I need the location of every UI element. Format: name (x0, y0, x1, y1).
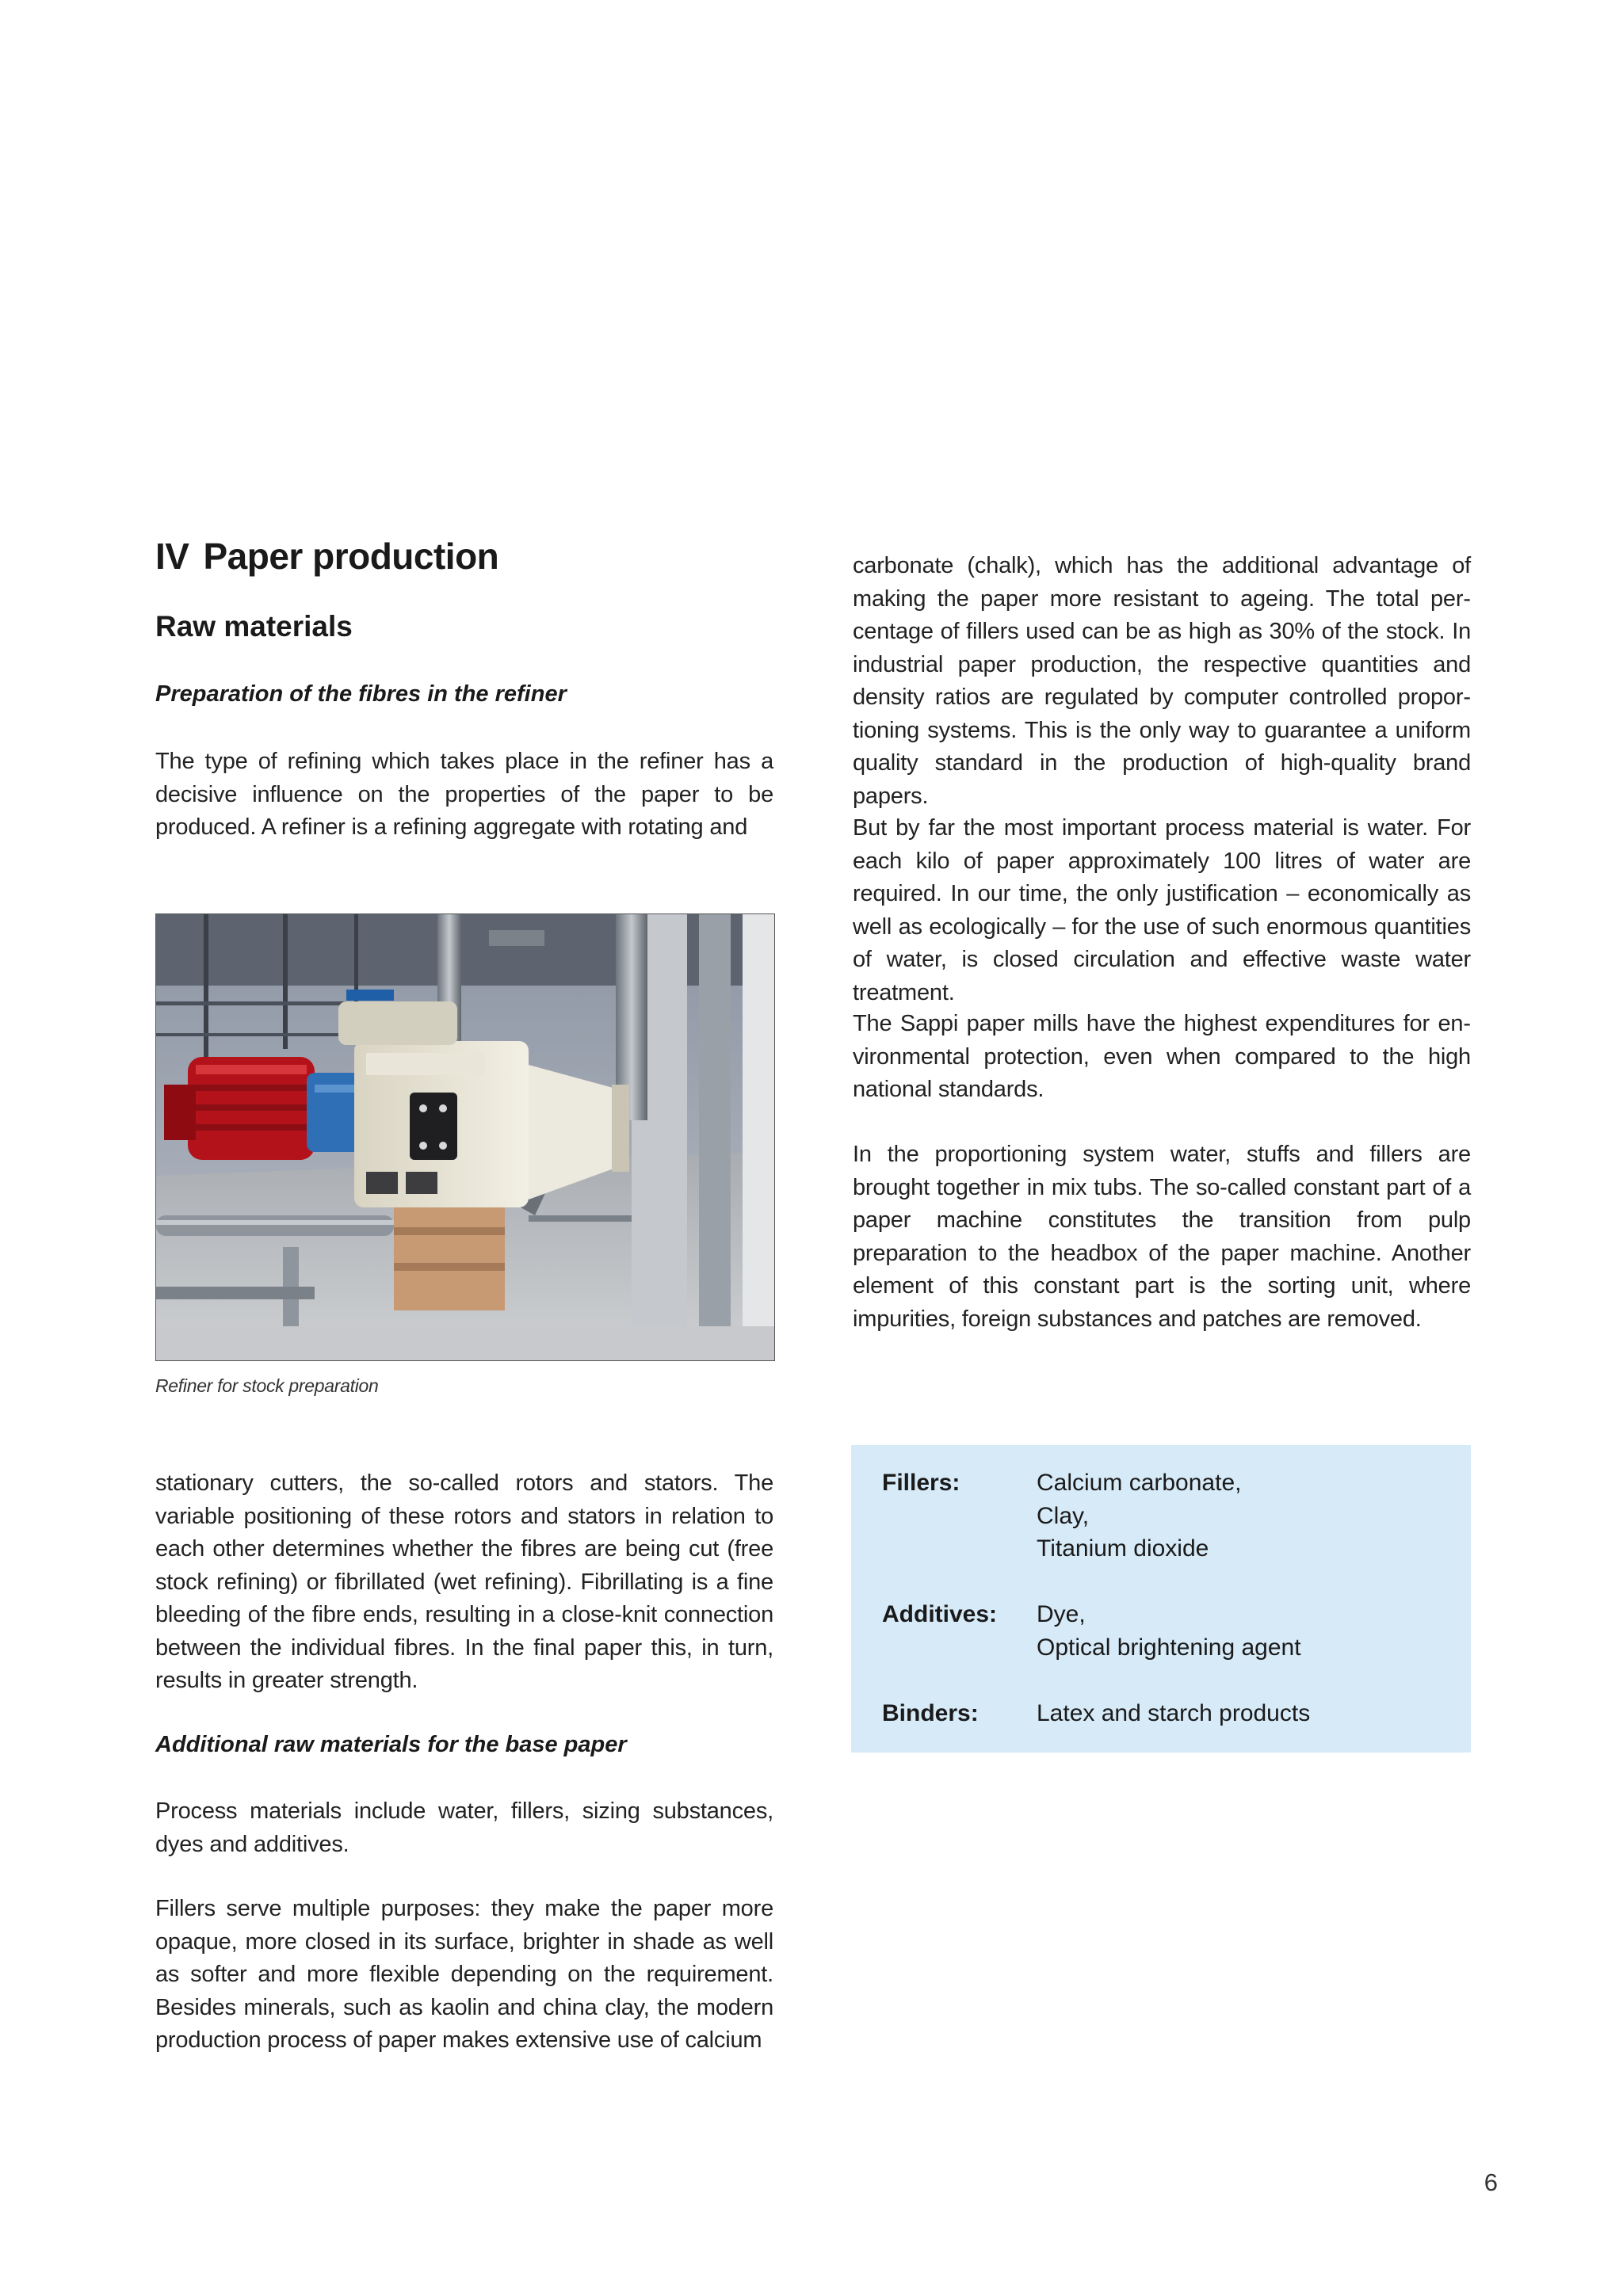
raw-materials-infobox (851, 1445, 1471, 1753)
subsection-title-refiner: Preparation of the fibres in the refiner (155, 681, 567, 707)
paragraph-proportioning-system: In the proportioning system water, stuffs and fillers are brought together in mix tubs. The so-called constant part of a paper machine constitutes the transition from pulp preparation to the headbox of the paper machine. Another element of this constant part is the sorting unit, where impurities, foreign substances and patches are removed. (853, 1142, 1471, 1332)
paragraph-refining-intro: The type of refining which takes place in the refiner has a decisive influence on the properties of the paper to be produced. A refiner is a refining aggregate with rotating and (155, 749, 773, 840)
additives-value: Optical brightening agent (1037, 1634, 1301, 1661)
additives-label: Additives: (882, 1601, 998, 1627)
fillers-value: Titanium dioxide (1037, 1535, 1209, 1562)
photo-caption: Refiner for stock preparation (155, 1375, 379, 1396)
chapter-number: IV (155, 536, 189, 577)
chapter-title: Paper production (203, 536, 499, 577)
binders-values (1037, 1697, 1449, 1730)
refiner-photo (155, 913, 775, 1361)
paragraph-fillers: Fillers serve multiple purposes: they make the paper more opaque, more closed in its surface, brighter in shade as well as softer and more flexible depending on the requirement. Besides minerals, such as kaolin and china clay, the modern production process of paper makes extensive use of calcium (155, 1896, 773, 2053)
fillers-label: Fillers: (882, 1470, 960, 1496)
binders-value: Latex and starch products (1037, 1700, 1311, 1726)
subsection-title-additional-materials: Additional raw materials for the base paper (155, 1732, 627, 1757)
page-number: 6 (1484, 2168, 1498, 2196)
additives-values (1037, 1598, 1449, 1664)
page-title (155, 535, 773, 578)
fillers-value: Clay, (1037, 1502, 1090, 1529)
paragraph-sappi-mills: The Sappi paper mills have the highest expenditures for environmental protection, even when compared to the high national standards. (853, 1011, 1471, 1102)
fillers-value: Calcium carbonate, (1037, 1470, 1242, 1496)
fillers-values (1037, 1466, 1449, 1566)
paragraph-process-materials: Process materials include water, fillers, sizing substances, dyes and additives. (155, 1798, 773, 1857)
binders-label: Binders: (882, 1700, 979, 1726)
paragraph-rotors-stators: stationary cutters, the so-called rotors and stators. The variable positioning of these rotors and stators in relation to each other determines whether the fibres are being cut (free stock refining) or fibrillated (wet refining). Fibrillating is a fine bleeding of the fibre ends, resulting in a close-knit connection between the individual fibres. In the final paper this, in turn, results in greater strength. (155, 1470, 773, 1693)
paragraph-calcium-carbonate: carbonate (chalk), which has the additional advantage of making the paper more resistant to ageing. The total percentage of fillers used can be as high as 30% of the stock. In industrial paper production, the respective quantities and density ratios are regulated by computer controlled proportioning systems. This is the only way to guarantee a uniform quality standard in the production of high-quality brand papers. (853, 553, 1471, 809)
additives-value: Dye, (1037, 1601, 1086, 1627)
section-title: Raw materials (155, 610, 353, 643)
paragraph-water: But by far the most important process material is water. For each kilo of paper approximately 100 litres of water are required. In our time, the only justification – economically as well as ecologically – for the use of such enormous quantities of water, is closed circulation and effective waste water treatment. (853, 815, 1471, 1005)
